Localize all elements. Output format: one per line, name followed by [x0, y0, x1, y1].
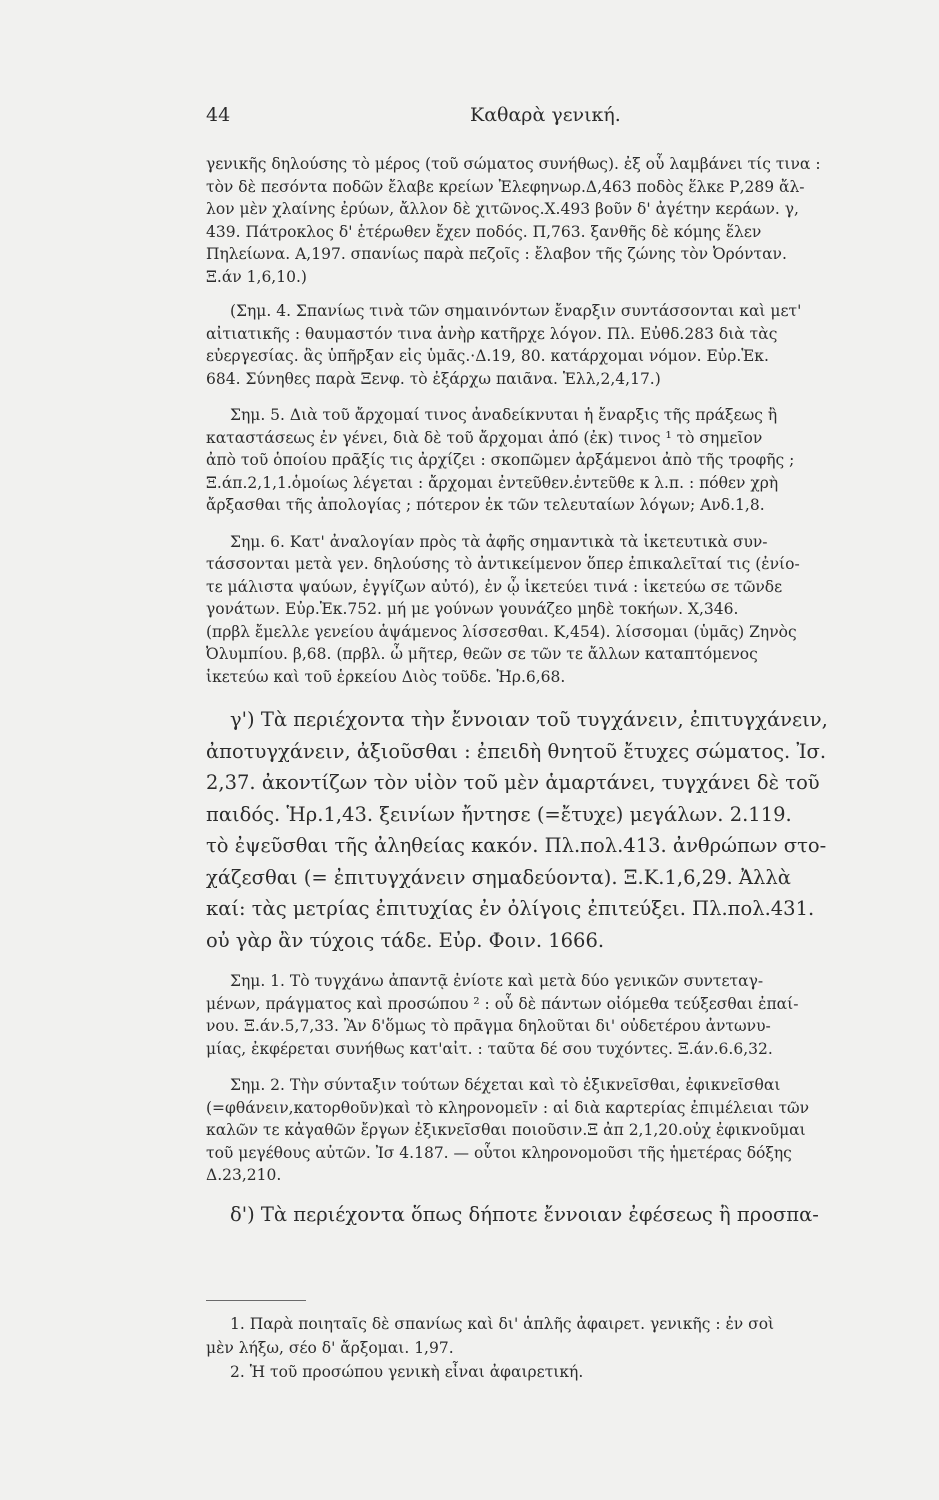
text-line: τοῦ μεγέθους αὐτῶν. Ἰσ 4.187. — οὗτοι κληρονομοῦσι τῆς ἡμετέρας δόξης	[206, 1143, 792, 1162]
text-line: εὐεργεσίας. ἃς ὑπῆρξαν εἰς ὑμᾶς.·Δ.19, 80. κατάρχομαι νόμον. Εὐρ.Ἑκ.	[206, 347, 769, 365]
text-line: ἀπὸ τοῦ ὁποίου πρᾶξίς τις ἀρχίζει : σκοπῶμεν ἀρξάμενοι ἀπὸ τῆς τροφῆς ;	[206, 451, 795, 469]
text-line: 684. Σύνηθες παρὰ Ξενφ. τὸ ἐξάρχω παιᾶνα. Ἑλλ,2,4,17.)	[206, 369, 661, 388]
footnote-line: 1. Παρὰ ποιηταῖς δὲ σπανίως καὶ δι' ἁπλῆς ἀφαιρετ. γενικῆς : ἐν σοὶ	[230, 1315, 775, 1333]
text-line: (πρβλ ἔμελλε γενείου ἁψάμενος λίσσεσθαι. Κ,454). λίσσομαι (ὑμᾶς) Ζηνὸς	[206, 622, 797, 641]
text-line: αἰτιατικῆς : θαυμαστόν τινα ἀνὴρ κατῆρχε λόγον. Πλ. Εὐθδ.283 διὰ τὰς	[206, 324, 778, 343]
running-title: Καθαρὰ γενική.	[470, 104, 621, 126]
paragraph-p2	[206, 300, 934, 390]
text-line: Σημ. 6. Κατ' ἀναλογίαν πρὸς τὰ ἀφῆς σημαντικὰ τὰ ἱκετευτικὰ συν-	[230, 532, 768, 551]
footnote-line: μὲν λήξω, σέο δ' ἄρξομαι. 1,97.	[206, 1339, 454, 1357]
text-line: τὸν δὲ πεσόντα ποδῶν ἔλαβε κρείων Ἐλεφηνωρ.Δ,463 ποδὸς ἕλκε Ρ,289 ἄλ-	[206, 177, 805, 196]
section-paragraph-sec2	[206, 1199, 934, 1231]
page-number: 44	[206, 104, 231, 126]
text-line: Ξ.άν 1,6,10.)	[206, 267, 307, 286]
paragraph-p4	[206, 531, 934, 689]
text-line: (Σημ. 4. Σπανίως τινὰ τῶν σημαινόντων ἔναρξιν συντάσσονται καὶ μετ'	[230, 302, 802, 320]
text-line: καλῶν τε κἀγαθῶν ἔργων ἐξικνεῖσθαι ποιοῦσιν.Ξ ἀπ 2,1,20.οὐχ ἐφικνοῦμαι	[206, 1121, 806, 1139]
paragraph-p1	[206, 153, 934, 288]
text-line: τὸ ἐψεῦσθαι τῆς ἀληθείας κακόν. Πλ.πολ.413. ἀνθρώπων στο-	[206, 834, 827, 857]
text-line: 439. Πάτροκλος δ' ἑτέρωθεν ἔχεν ποδός. Π,763. ξανθῆς δὲ κόμης ἕλεν	[206, 222, 762, 241]
text-line: Σημ. 5. Διὰ τοῦ ἄρχομαί τινος ἀναδείκνυται ἡ ἔναρξις τῆς πράξεως ἢ	[230, 406, 778, 424]
text-line: νου. Ξ.άν.5,7,33. Ἂν δ'ὅμως τὸ πρᾶγμα δηλοῦται δι' οὐδετέρου ἀντωνυ-	[206, 1017, 771, 1035]
text-line: Σημ. 2. Τὴν σύνταξιν τούτων δέχεται καὶ τὸ ἐξικνεῖσθαι, ἐφικνεῖσθαι	[230, 1076, 781, 1094]
text-line: τε μάλιστα ψαύων, ἐγγίζων αὐτό), ἐν ᾧ ἱκετεύει τινά : ἱκετεύω σε τῶνδε	[206, 577, 783, 596]
text-line: μίας, ἐκφέρεται συνήθως κατ'αἰτ. : ταῦτα δέ σου τυχόντες. Ξ.άν.6.6,32.	[206, 1039, 773, 1058]
text-line: τάσσονται μετὰ γεν. δηλούσης τὸ ἀντικείμενον ὅπερ ἐπικαλεῖταί τις (ἐνίο-	[206, 555, 800, 573]
text-line: Δ.23,210.	[206, 1166, 282, 1184]
paragraph-p5	[206, 970, 934, 1060]
text-line: Σημ. 1. Τὸ τυγχάνω ἀπαντᾷ ἐνίοτε καὶ μετὰ δύο γενικῶν συντεταγ-	[230, 972, 764, 990]
footnotes	[206, 1312, 934, 1384]
text-line: γ') Τὰ περιέχοντα τὴν ἔννοιαν τοῦ τυγχάνειν, ἐπιτυγχάνειν,	[230, 708, 828, 731]
text-line: γονάτων. Εὐρ.Ἑκ.752. μή με γούνων γουνάζεο μηδὲ τοκήων. Χ,346.	[206, 600, 739, 618]
text-line: χάζεσθαι (= ἐπιτυγχάνειν σημαδεύοντα). Ξ.Κ.1,6,29. Ἀλλὰ	[206, 865, 791, 889]
text-line: ἄρξασθαι τῆς ἀπολογίας ; πότερον ἐκ τῶν τελευταίων λόγων; Ανδ.1,8.	[206, 496, 765, 514]
text-line: μένων, πράγματος καὶ προσώπου ² : οὗ δὲ πάντων οἰόμεθα τεύξεσθαι ἐπαί-	[206, 994, 799, 1013]
text-line: Ξ.άπ.2,1,1.ὁμοίως λέγεται : ἄρχομαι ἐντεῦθεν.ἐντεῦθε κ λ.π. : πόθεν χρὴ	[206, 473, 779, 492]
text-line: γενικῆς δηλούσης τὸ μέρος (τοῦ σώματος συνήθως). ἐξ οὗ λαμβάνει τίς τινα :	[206, 155, 821, 173]
text-line: ἀποτυγχάνειν, ἀξιοῦσθαι : ἐπειδὴ θνητοῦ ἔτυχες σώματος. Ἰσ.	[206, 739, 827, 763]
footnote-rule	[206, 1300, 306, 1301]
text-line: λον μὲν χλαίνης ἐρύων, ἄλλον δὲ χιτῶνος.Χ.493 βοῦν δ' ἀγέτην κεράων. γ,	[206, 200, 799, 218]
paragraph-p3	[206, 404, 934, 517]
text-line: οὐ γὰρ ἂν τύχοις τάδε. Εὐρ. Φοιν. 1666.	[206, 928, 605, 952]
main-text	[206, 153, 934, 1230]
text-line: καί: τὰς μετρίας ἐπιτυχίας ἐν ὀλίγοις ἐπιτεύξει. Πλ.πολ.431.	[206, 897, 815, 920]
paragraph-p6	[206, 1074, 934, 1187]
text-line: 2,37. ἀκοντίζων τὸν υἱὸν τοῦ μὲν ἁμαρτάνει, τυγχάνει δὲ τοῦ	[206, 771, 820, 794]
text-line: δ') Τὰ περιέχοντα ὅπως δήποτε ἔννοιαν ἐφέσεως ἢ προσπα-	[230, 1202, 819, 1226]
text-line: παιδός. Ἡρ.1,43. ξεινίων ἤντησε (=ἔτυχε) μεγάλων. 2.119.	[206, 802, 792, 826]
text-line: καταστάσεως ἐν γένει, διὰ δὲ τοῦ ἄρχομαι ἀπό (ἐκ) τινος ¹ τὸ σημεῖον	[206, 428, 763, 447]
text-line: Ὀλυμπίου. β,68. (πρβλ. ὦ μῆτερ, θεῶν σε τῶν τε ἄλλων καταπτόμενος	[206, 645, 758, 663]
text-line: ἱκετεύω καὶ τοῦ ἑρκείου Διὸς τοῦδε. Ἡρ.6,68.	[206, 667, 566, 686]
text-line: (=φθάνειν,κατορθοῦν)καὶ τὸ κληρονομεῖν : αἱ διὰ καρτερίας ἐπιμέλειαι τῶν	[206, 1098, 810, 1117]
footnote-line: 2. Ἡ τοῦ προσώπου γενικὴ εἶναι ἀφαιρετική.	[230, 1363, 584, 1381]
section-paragraph-sec1	[206, 704, 934, 956]
text-line: Πηλείωνα. Α,197. σπανίως παρὰ πεζοῖς : ἔλαβον τῆς ζώνης τὸν Ὀρόνταν.	[206, 245, 787, 263]
